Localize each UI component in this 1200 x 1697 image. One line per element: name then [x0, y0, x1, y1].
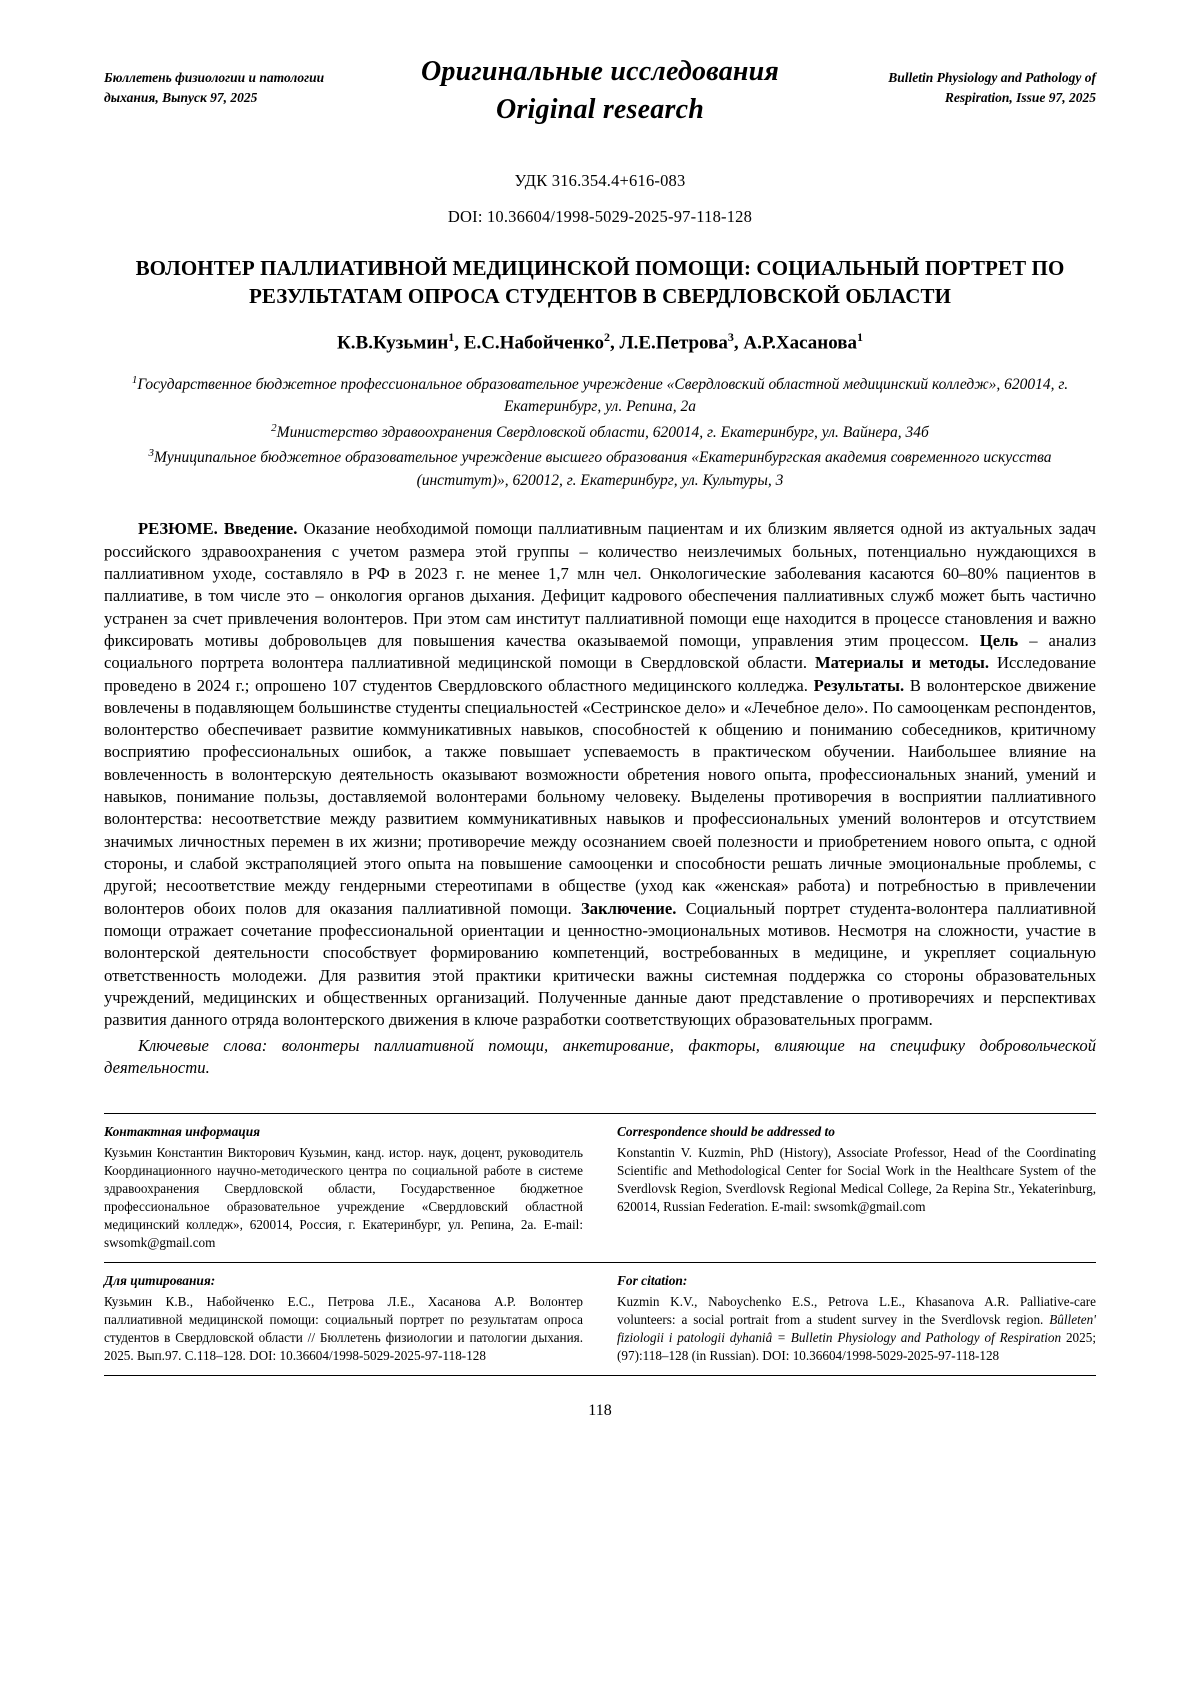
footer-blocks — [104, 1113, 1096, 1376]
abstract — [104, 518, 1096, 1079]
contact-heading-ru: Контактная информация — [104, 1124, 261, 1140]
section-title-ru: Оригинальные исследования — [420, 56, 780, 87]
contact-heading-en: Correspondence should be addressed to — [617, 1124, 835, 1140]
running-head-right — [836, 68, 1096, 109]
citation-heading-en: For citation: — [617, 1273, 688, 1289]
identifiers — [104, 171, 1096, 227]
affiliation-item: $^2$Министерство здравоохранения Свердловской области, 620014, г. Екатеринбург, ул. Вайнера, 34б — [271, 421, 929, 441]
citation-heading-ru: Для цитирования: — [104, 1273, 216, 1289]
running-head-left-line2: дыхания, Выпуск 97, 2025 — [104, 90, 258, 106]
contact-en — [617, 1123, 1096, 1252]
affiliation-item: $^1$Государственное бюджетное профессиональное образовательное учреждение «Свердловский областной медицинский колледж», 620014, г. Екатеринбург, ул. Репина, 2а — [131, 373, 1069, 416]
citation-ru — [104, 1272, 583, 1365]
citation-text-ru: Кузьмин К.В., Набойченко Е.С., Петрова Л.Е., Хасанова А.Р. Волонтер паллиативной медицинской помощи: социальный портрет по результатам опроса студентов в Свердловской области // Бюллетень физиологии и патологии дыхания. 2025. Вып.97. С.118–128. DOI: 10.36604/1998-5029-2025-97-118-128 — [104, 1294, 583, 1364]
citation-text-en: Kuzmin K.V., Naboychenko E.S., Petrova L.E., Khasanova A.R. Palliative-care volunteers: a social portrait from a student survey in the Sverdlovsk region. Bûlleten' fiziologii i patologii dyhaniâ = Bulletin Physiology and Pathology of Respiration 2025; (97):118–128 (in Russian). DOI: 10.36604/1998-5029-2025-97-118-128 — [617, 1294, 1097, 1364]
page-number: 118 — [588, 1402, 612, 1420]
running-head-left — [104, 68, 364, 109]
abstract-text: РЕЗЮМЕ. Введение. Оказание необходимой помощи паллиативным пациентам и их близким является одной из актуальных задач российского здравоохранения с учетом размера этой группы – количество неизлечимых больных, потенциально нуждающихся в паллиативном уходе, составляло в РФ в 2023 г. не менее 1,7 млн чел. Онкологические заболевания касаются 60–80% пациентов в паллиативе, в том числе это – онкология органов дыхания. Дефицит кадрового обеспечения паллиативных служб может быть частично устранен за счет привлечения волонтеров. При этом сам институт паллиативной помощи еще находится в процессе становления и важно фиксировать мотивы добровольцев для повышения качества оказываемой помощи, управления этим процессом. Цель – анализ социального портрета волонтера паллиативной медицинской помощи в Свердловской области. Материалы и методы. Исследование проведено в 2024 г.; опрошено 107 студентов Свердловского областного медицинского колледжа. Результаты. В волонтерское движение вовлечены в подавляющем большинстве студенты специальностей «Сестринское дело» и «Лечебное дело». По самооценкам респондентов, волонтерство обеспечивает развитие коммуникативных навыков, способностей к общению и пониманию собеседников, критичному восприятию профессиональных ошибок, а также повышает успеваемость в практическом обучении. Наибольшее влияние на вовлеченность в волонтерскую деятельность оказывают возможности обретения нового опыта, профессиональных знаний, умений и навыков, понимание пользы, доставляемой волонтерами больному человеку. Выделены противоречия в восприятии паллиативного волонтерства: несоответствие между развитием коммуникативных навыков и профессиональных умений волонтеров и отсутствием значимых личностных перемен в их жизни; противоречие между осознанием своей полезности и приобретением нового опыта, с одной стороны, и слабой экстраполяцией этого опыта на повышение самооценки и способности решать личные эмоциональные проблемы, с другой; несоответствие между гендерными стереотипами в обществе (уход как «женская» работа) и потребностью в привлечении волонтеров обоих полов для оказания паллиативной помощи. Заключение. Социальный портрет студента-волонтера паллиативной помощи отражает сочетание профессиональной ориентации и ценностно-эмоциональных мотивов. Несмотря на сложности, участие в волонтерской деятельности способствует формированию компетенций, востребованных в медицине, и укрепляет социальную ответственность молодежи. Для развития этой практики критически важны системная поддержка со стороны образовательных учреждений, медицинских и общественных организаций. Полученные данные дают представление о противоречиях и перспективах развития данного отряда волонтерского движения в ключе разработки соответствующих образовательных программ. — [104, 519, 1096, 1030]
contact-block — [104, 1114, 1096, 1262]
running-head — [104, 56, 1096, 129]
keywords: Ключевые слова: волонтеры паллиативной помощи, анкетирование, факторы, влияющие на специфику добровольческой деятельности. — [104, 1035, 1096, 1077]
contact-text-ru: Кузьмин Константин Викторович Кузьмин, канд. истор. наук, доцент, руководитель Координационного научно-методического центра по социальной работе в системе здравоохранения Свердловской области, Государственное бюджетное профессиональное образовательное учреждение «Свердловский областной медицинский колледж», 620014, Россия, г. Екатеринбург, ул. Репина, 2а. E-mail: swsomk@gmail.com — [104, 1145, 583, 1251]
divider — [104, 1375, 1096, 1376]
running-head-right-line1: Bulletin Physiology and Pathology of — [888, 70, 1096, 85]
author-list: К.В.Кузьмин$^1$, Е.С.Набойченко$^2$, Л.Е.Петрова$^3$, А.Р.Хасанова$^1$ — [337, 330, 863, 354]
affiliation-list — [104, 373, 1096, 493]
contact-ru — [104, 1123, 583, 1252]
citation-block — [104, 1263, 1096, 1375]
section-title-en: Original research — [496, 94, 704, 126]
page-title: ВОЛОНТЕР ПАЛЛИАТИВНОЙ МЕДИЦИНСКОЙ ПОМОЩИ: СОЦИАЛЬНЫЙ ПОРТРЕТ ПО РЕЗУЛЬТАТАМ ОПРОСА СТУДЕНТОВ В СВЕРДЛОВСКОЙ ОБЛАСТИ — [135, 255, 1065, 308]
running-head-right-line2: Respiration, Issue 97, 2025 — [944, 90, 1096, 106]
contact-text-en: Konstantin V. Kuzmin, PhD (History), Associate Professor, Head of the Coordinating Scientific and Methodological Center for Social Work in the Healthcare System of the Sverdlovsk Region, Sverdlovsk Regional Medical College, 2a Repina Str., Yekaterinburg, 620014, Russian Federation. E-mail: swsomk@gmail.com — [617, 1145, 1096, 1215]
udk-code: УДК 316.354.4+616-083 — [514, 170, 686, 190]
doi-line[interactable]: DOI: 10.36604/1998-5029-2025-97-118-128 — [447, 206, 753, 226]
affiliation-item: $^3$Муниципальное бюджетное образовательное учреждение высшего образования «Екатеринбургская академия современного искусства (институт)», 620012, г. Екатеринбург, ул. Культуры, 3 — [148, 447, 1052, 489]
running-head-center — [364, 54, 836, 129]
running-head-left-line1: Бюллетень физиологии и патологии — [104, 70, 325, 85]
citation-en — [617, 1272, 1096, 1365]
